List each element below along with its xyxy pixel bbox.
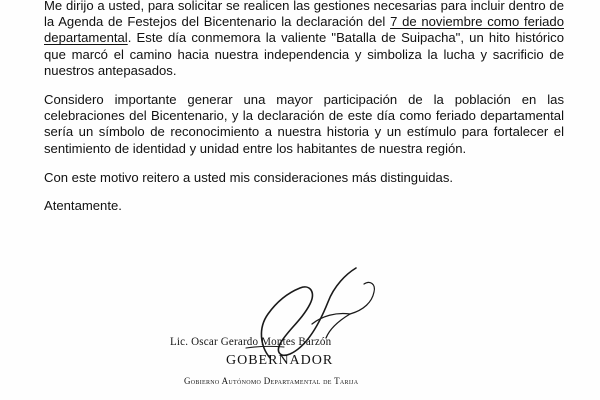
highlighted-holiday-date: 7 de noviembre como feriado departamental (44, 14, 564, 46)
paragraph-regards: Con este motivo reitero a usted mis consideraciones más distinguidas. (44, 169, 454, 185)
paragraph-justification: Considero importante generar una mayor participación de la población en las celebraciones del Bicentenario, y la declaración de este día como feriado departamental sería un símbolo de reconocimiento a nuestra historia y un estímulo para fortalecer el sentimiento de identidad y unidad entre los habitantes de nuestra región. (44, 92, 564, 156)
letter-body (44, 0, 564, 226)
paragraph-request-text-start: Me dirijo a usted, para solicitar se realicen las gestiones necesarias para incluir dentro de la Agenda de Festejos del Bicentenario la declaración del (44, 0, 564, 30)
signatory-title: GOBERNADOR (226, 353, 334, 368)
signature-block (150, 262, 470, 400)
signatory-name: Lic. Oscar Gerardo Montes Barzón (170, 334, 332, 348)
signatory-office: Gobierno Autónomo Departamental de Tarija (184, 376, 359, 386)
paragraph-request (44, 0, 564, 79)
closing-salutation: Atentamente. (44, 198, 122, 214)
paragraph-request-text-end: . Este día conmemora la valiente "Batalla de Suipacha", un hito histórico que marcó el camino hacia nuestra independencia y simboliza la lucha y sacrificio de nuestros antepasados. (44, 30, 564, 78)
